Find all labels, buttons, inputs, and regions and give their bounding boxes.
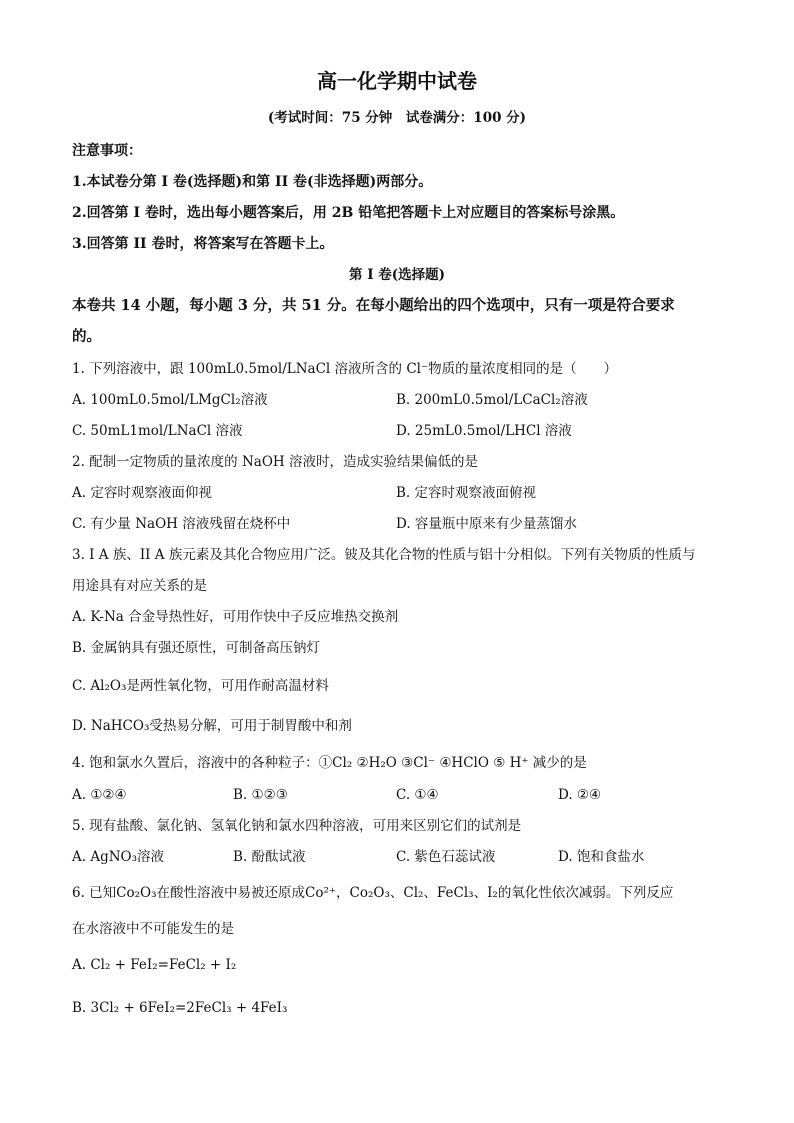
- page-title: 高一化学期中试卷: [317, 69, 477, 93]
- question-stem: 2. 配制一定物质的量浓度的 NaOH 溶液时，造成实验结果偏低的是: [72, 454, 478, 470]
- option: B. 3Cl₂ + 6FeI₂=2FeCl₃ + 4FeI₃: [72, 1000, 288, 1016]
- section-intro: 的。: [72, 328, 101, 345]
- option: C. ①④: [396, 787, 439, 803]
- option: B. 200mL0.5mol/LCaCl₂溶液: [396, 392, 588, 408]
- option: A. Cl₂ + FeI₂=FeCl₂ + I₂: [72, 957, 237, 973]
- question-stem: 6. 已知Co₂O₃在酸性溶液中易被还原成Co²⁺，Co₂O₃、Cl₂、FeCl₃、I₂的氧化性依次减弱。下列反应: [72, 885, 674, 901]
- exam-subtitle: (考试时间：75 分钟 试卷满分：100 分): [267, 110, 527, 126]
- option: C. 50mL1mol/LNaCl 溶液: [72, 423, 243, 439]
- option: D. 饱和食盐水: [558, 849, 645, 865]
- option: C. 紫色石蕊试液: [396, 849, 496, 865]
- option: B. ①②③: [233, 787, 288, 803]
- option: B. 金属钠具有强还原性，可制备高压钠灯: [72, 640, 321, 656]
- note-item: 2.回答第 I 卷时，选出每小题答案后，用 2B 铅笔把答题卡上对应题目的答案标号涂黑。: [72, 205, 625, 221]
- option: D. 25mL0.5mol/LHCl 溶液: [396, 423, 572, 439]
- question-stem: 5. 现有盐酸、氯化钠、氢氧化钠和氯水四种溶液，可用来区别它们的试剂是: [72, 818, 522, 834]
- option: B. 定容时观察液面俯视: [396, 485, 537, 501]
- option: C. 有少量 NaOH 溶液残留在烧杯中: [72, 516, 291, 532]
- section-title: 第 I 卷(选择题): [349, 267, 445, 283]
- note-item: 1.本试卷分第 I 卷(选择题)和第 II 卷(非选择题)两部分。: [72, 174, 433, 190]
- option: A. AgNO₃溶液: [72, 849, 165, 865]
- option: A. 100mL0.5mol/LMgCl₂溶液: [72, 392, 268, 408]
- question-stem: 用途具有对应关系的是: [72, 578, 207, 594]
- question-stem: 4. 饱和氯水久置后，溶液中的各种粒子：①Cl₂ ②H₂O ③Cl⁻ ④HClO ⑤ H⁺ 减少的是: [72, 755, 587, 771]
- option: A. ①②④: [72, 787, 127, 803]
- option: B. 酚酞试液: [233, 849, 306, 865]
- question-stem: 3. I A 族、II A 族元素及其化合物应用广泛。铍及其化合物的性质与铝十分相似。下列有关物质的性质与: [72, 547, 696, 563]
- option: C. Al₂O₃是两性氧化物，可用作耐高温材料: [72, 678, 329, 694]
- option: A. K-Na 合金导热性好，可用作快中子反应堆热交换剂: [72, 609, 399, 625]
- note-item: 3.回答第 II 卷时，将答案写在答题卡上。: [72, 236, 334, 252]
- notes-heading: 注意事项：: [72, 143, 142, 159]
- option: D. ②④: [558, 787, 602, 803]
- option: D. 容量瓶中原来有少量蒸馏水: [396, 516, 577, 532]
- question-stem: 在水溶液中不可能发生的是: [72, 921, 234, 937]
- question-stem: 1. 下列溶液中，跟 100mL0.5mol/LNaCl 溶液所含的 Cl⁻物质的量浓度相同的是（ ）: [72, 361, 618, 377]
- section-intro: 本卷共 14 小题，每小题 3 分，共 51 分。在每小题给出的四个选项中，只有一项是符合要求: [72, 297, 675, 314]
- option: A. 定容时观察液面仰视: [72, 485, 212, 501]
- option: D. NaHCO₃受热易分解，可用于制胃酸中和剂: [72, 718, 352, 734]
